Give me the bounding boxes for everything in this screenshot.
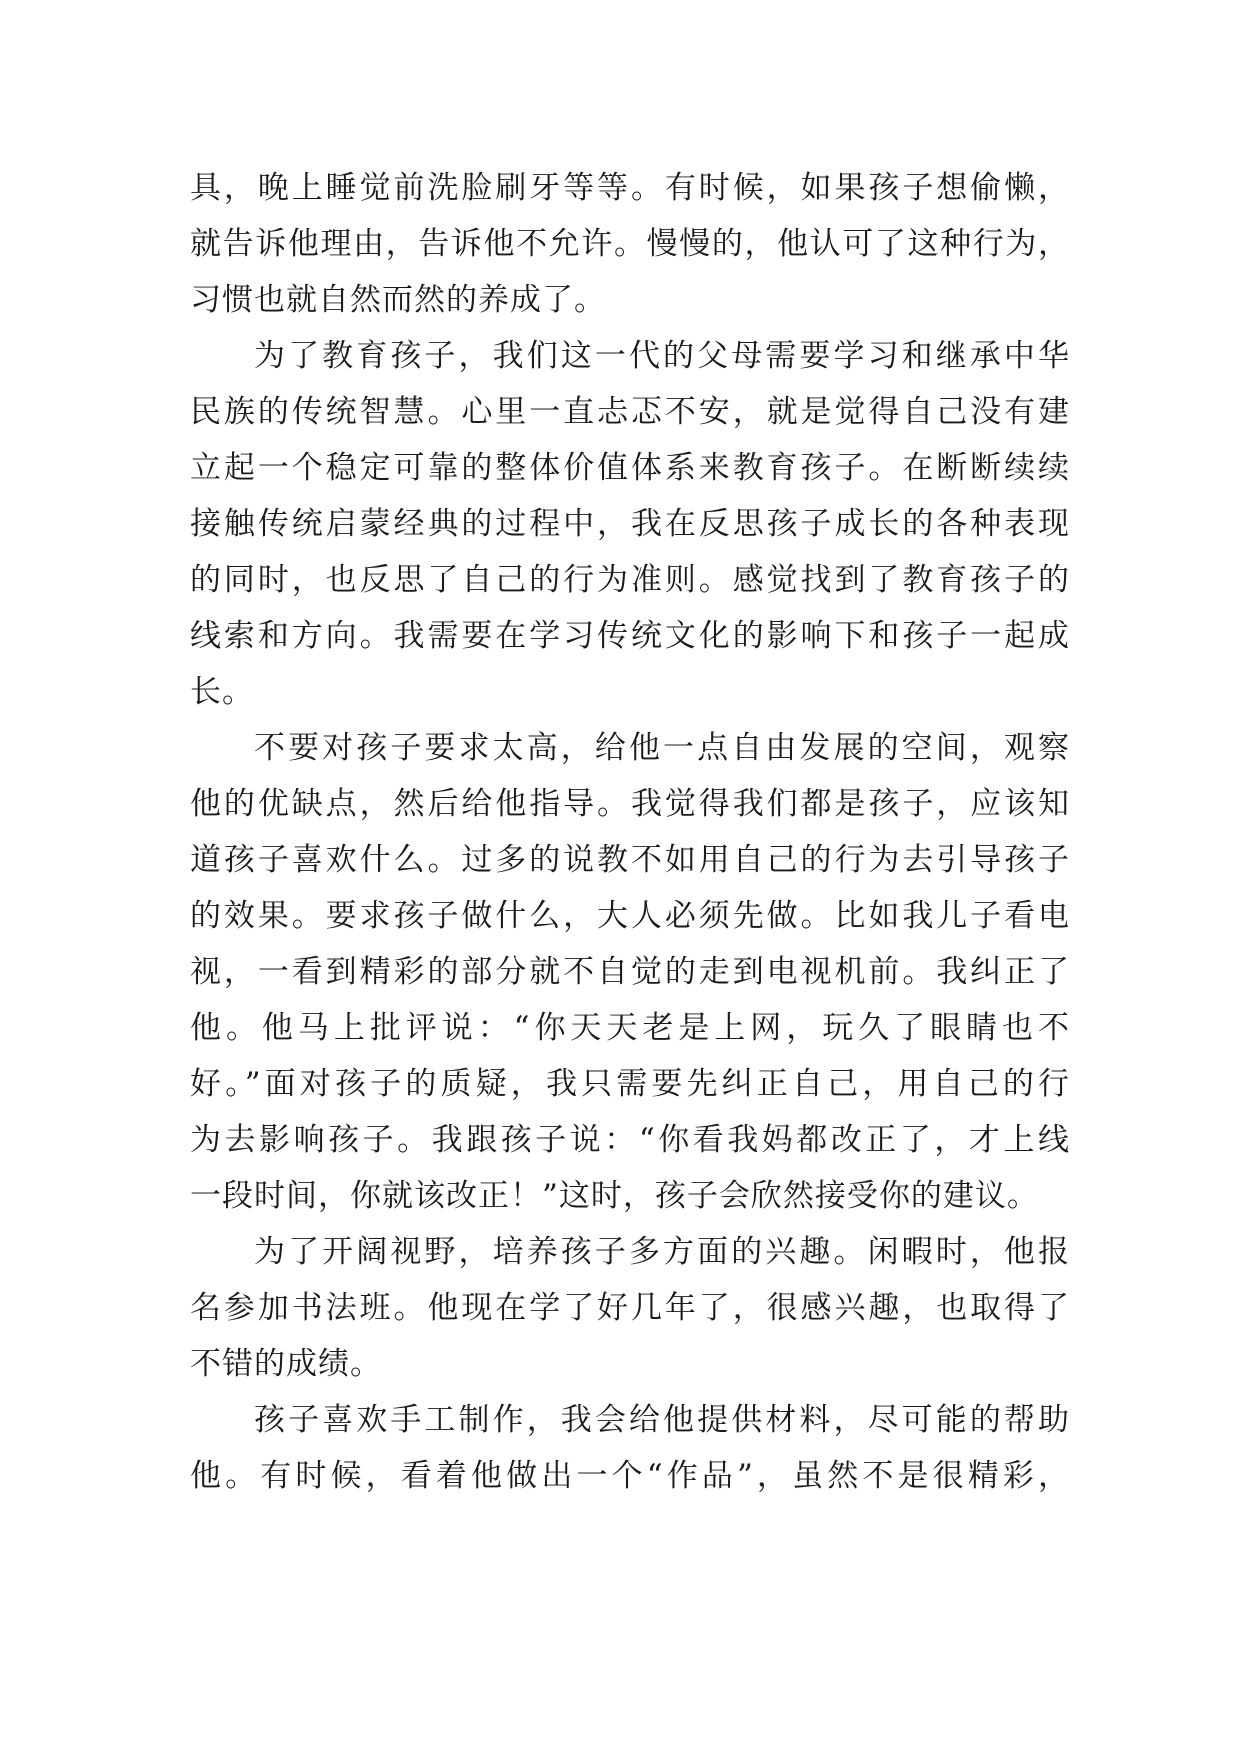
text-line: 接触传统启蒙经典的过程中，我在反思孩子成长的各种表现 xyxy=(190,506,1070,542)
text-line: 立起一个稳定可靠的整体价值体系来教育孩子。在断断续续 xyxy=(190,450,1070,486)
text-line: 具，晚上睡觉前洗脸刷牙等等。有时候，如果孩子想偷懒， xyxy=(190,170,1070,206)
text-line: 习惯也就自然而然的养成了。 xyxy=(190,282,606,318)
text-line: 道孩子喜欢什么。过多的说教不如用自己的行为去引导孩子 xyxy=(190,842,1070,878)
text-line: 视，一看到精彩的部分就不自觉的走到电视机前。我纠正了 xyxy=(190,954,1070,990)
text-line: 的同时，也反思了自己的行为准则。感觉找到了教育孩子的 xyxy=(190,562,1070,598)
text-line: 他。他马上批评说：“你天天老是上网，玩久了眼睛也不 xyxy=(190,1010,1070,1046)
text-line: 线索和方向。我需要在学习传统文化的影响下和孩子一起成 xyxy=(190,618,1070,654)
text-line: 为去影响孩子。我跟孩子说：“你看我妈都改正了，才上线 xyxy=(190,1122,1070,1158)
text-line: 长。 xyxy=(190,674,254,710)
text-line: 的效果。要求孩子做什么，大人必须先做。比如我儿子看电 xyxy=(190,898,1070,934)
text-line: 民族的传统智慧。心里一直忐忑不安，就是觉得自己没有建 xyxy=(190,394,1070,430)
document-body xyxy=(190,160,1070,1504)
text-line: 为了开阔视野，培养孩子多方面的兴趣。闲暇时，他报 xyxy=(254,1234,1070,1270)
text-line: 就告诉他理由，告诉他不允许。慢慢的，他认可了这种行为， xyxy=(190,226,1070,262)
text-line: 他。有时候，看着他做出一个“作品”，虽然不是很精彩， xyxy=(190,1458,1070,1494)
text-line: 名参加书法班。他现在学了好几年了，很感兴趣，也取得了 xyxy=(190,1290,1070,1326)
text-line: 他的优缺点，然后给他指导。我觉得我们都是孩子，应该知 xyxy=(190,786,1070,822)
text-line: 为了教育孩子，我们这一代的父母需要学习和继承中华 xyxy=(254,338,1070,374)
text-line: 不错的成绩。 xyxy=(190,1346,382,1382)
text-line: 一段时间，你就该改正！”这时，孩子会欣然接受你的建议。 xyxy=(190,1178,1039,1214)
text-line: 孩子喜欢手工制作，我会给他提供材料，尽可能的帮助 xyxy=(254,1402,1070,1438)
text-line: 不要对孩子要求太高，给他一点自由发展的空间，观察 xyxy=(254,730,1070,766)
text-line: 好。”面对孩子的质疑，我只需要先纠正自己，用自己的行 xyxy=(190,1066,1070,1102)
